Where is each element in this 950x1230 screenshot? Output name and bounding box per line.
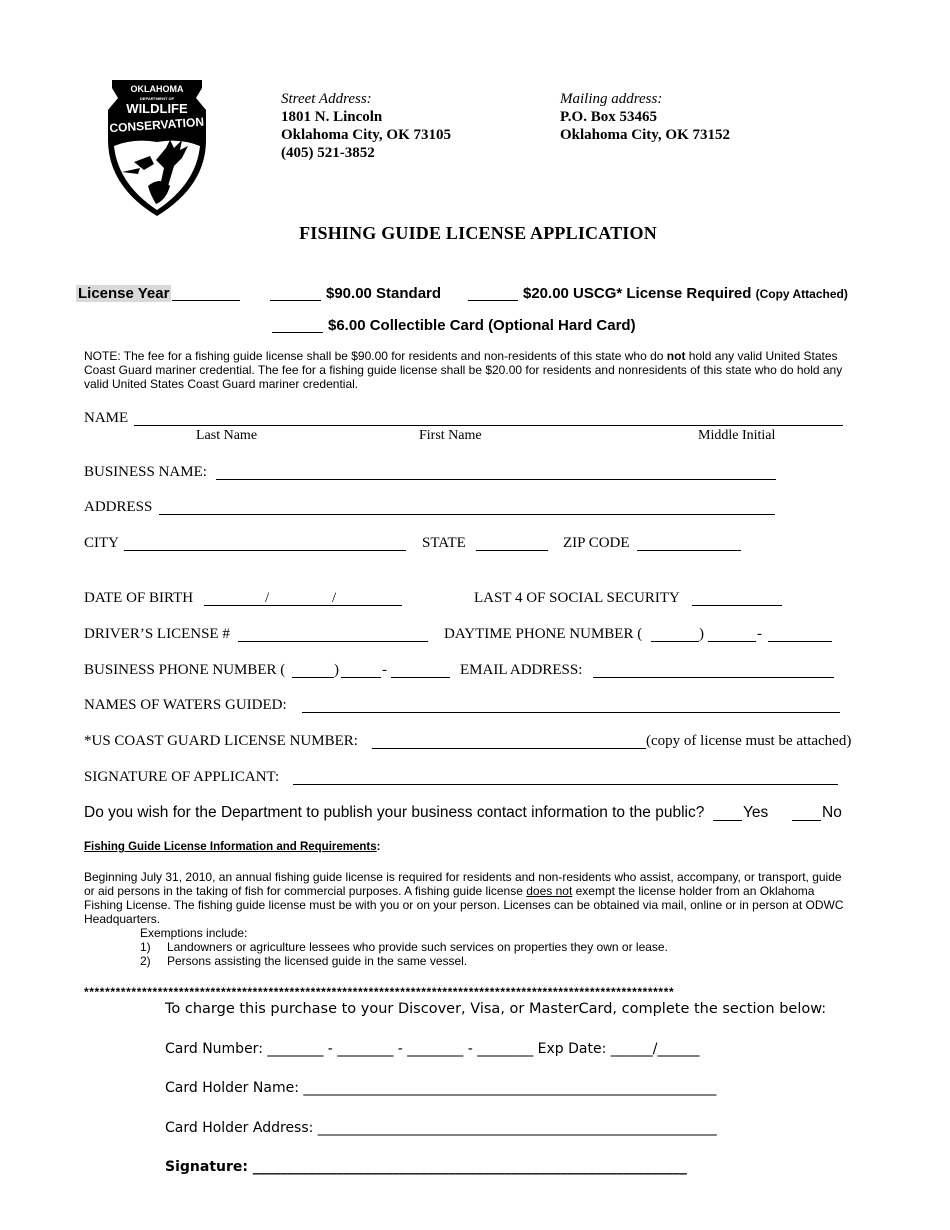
- signature-label: SIGNATURE OF APPLICANT:: [84, 769, 280, 785]
- email-label: EMAIL ADDRESS:: [460, 662, 583, 678]
- zip-field[interactable]: [637, 550, 741, 551]
- card-holder-address-field[interactable]: Card Holder Address: _________________________________________________________: [165, 1120, 717, 1136]
- dob-slash-1: /: [265, 590, 270, 606]
- publish-question: Do you wish for the Department to publish your business contact information to the public?: [84, 804, 705, 821]
- card-number-field[interactable]: Card Number: ________ - ________ - ________ - ________ Exp Date: ______/______: [165, 1041, 700, 1057]
- info-paragraph: Beginning July 31, 2010, an annual fishing guide license is required for residents and non-residents who assist, accompany, or transport, guide or aid persons in the taking of fish for commercial purposes. A fishing guide license does not exempt the license holder from an Oklahoma Fishing License. The fishing guide license must be with you or on your person. Licenses can be obtained via mail, online or in person at ODWC Headquarters. Exemptions include: 1) Landowners or agriculture lessees who provide such services on properties they own or lease. 2) Persons assisting the licensed guide in the same vessel.: [84, 870, 854, 968]
- card-holder-name-field[interactable]: Card Holder Name: ___________________________________________________________: [165, 1080, 717, 1096]
- last-name-caption: Last Name: [196, 428, 258, 443]
- street-line-3: (405) 521-3852: [281, 145, 375, 161]
- odwc-logo: [104, 76, 210, 218]
- city-label: CITY: [84, 535, 119, 551]
- collectible-card-label: $6.00 Collectible Card (Optional Hard Card): [328, 317, 636, 334]
- logo-text-2: DEPARTMENT OF: [139, 96, 175, 101]
- signature-field[interactable]: [293, 784, 838, 785]
- state-label: STATE: [422, 535, 466, 551]
- uscg-fee-label: $20.00 USCG* License Required: [523, 285, 752, 302]
- ssn-field[interactable]: [692, 605, 782, 606]
- publish-no-field[interactable]: [792, 820, 821, 821]
- address-label: ADDRESS: [84, 499, 153, 515]
- drivers-license-field[interactable]: [238, 641, 428, 642]
- ssn-label: LAST 4 OF SOCIAL SECURITY: [474, 590, 680, 606]
- collectible-card-checkbox[interactable]: [272, 332, 323, 333]
- business-phone-line-field[interactable]: [391, 677, 450, 678]
- mailing-address-block: [560, 90, 730, 144]
- zip-label: ZIP CODE: [563, 535, 630, 551]
- state-field[interactable]: [476, 550, 548, 551]
- publish-yes-field[interactable]: [713, 820, 742, 821]
- info-heading: Fishing Guide License Information and Requirements: [84, 841, 377, 853]
- daytime-phone-area-field[interactable]: [651, 641, 699, 642]
- note-not: not: [666, 349, 686, 363]
- exemption-item: 1) Landowners or agriculture lessees who provide such services on properties they own or lease.: [140, 940, 668, 954]
- uscg-copy-note: (Copy Attached): [755, 287, 848, 301]
- business-name-label: BUSINESS NAME:: [84, 464, 207, 480]
- separator-stars: ****************************************************************************************************************: [84, 985, 675, 999]
- uscg-copy-label: (copy of license must be attached): [646, 733, 852, 749]
- first-name-caption: First Name: [419, 428, 482, 443]
- drivers-license-label: DRIVER’S LICENSE #: [84, 626, 230, 642]
- city-field[interactable]: [124, 550, 406, 551]
- mailing-line-2: Oklahoma City, OK 73152: [560, 127, 731, 143]
- card-signature-field[interactable]: Signature: ______________________________________________________________: [165, 1159, 687, 1175]
- payment-intro: To charge this purchase to your Discover, Visa, or MasterCard, complete the section below:: [165, 1001, 827, 1017]
- dob-field[interactable]: [204, 605, 402, 606]
- street-line-1: 1801 N. Lincoln: [281, 109, 383, 125]
- exemption-item: 2) Persons assisting the licensed guide in the same vessel.: [140, 954, 468, 968]
- business-name-field[interactable]: [216, 479, 776, 480]
- license-year-field[interactable]: [172, 300, 240, 301]
- publish-no-label: No: [822, 804, 842, 821]
- standard-fee-checkbox[interactable]: [270, 300, 321, 301]
- business-phone-close-paren: ): [334, 662, 339, 678]
- business-phone-dash: -: [382, 662, 387, 678]
- street-address-label: Street Address:: [281, 91, 372, 107]
- does-not-text: does not: [526, 884, 573, 898]
- logo-text-1: OKLAHOMA: [130, 84, 184, 94]
- standard-fee-label: $90.00 Standard: [326, 285, 442, 302]
- license-year-label: License Year: [78, 285, 170, 302]
- name-label: NAME: [84, 410, 129, 426]
- business-phone-label: BUSINESS PHONE NUMBER (: [84, 662, 286, 678]
- publish-yes-label: Yes: [743, 804, 769, 821]
- business-phone-area-field[interactable]: [292, 677, 334, 678]
- street-address-block: [281, 90, 451, 162]
- street-line-2: Oklahoma City, OK 73105: [281, 127, 452, 143]
- exemptions-label: Exemptions include:: [140, 926, 248, 940]
- card-signature-label: Signature:: [165, 1159, 248, 1175]
- waters-field[interactable]: [302, 712, 840, 713]
- address-field[interactable]: [159, 514, 775, 515]
- daytime-phone-close-paren: ): [699, 626, 704, 642]
- logo-text-4: CONSERVATION: [109, 114, 205, 136]
- fee-note: NOTE: The fee for a fishing guide license shall be $90.00 for residents and non-residents of this state who do not hold any valid United States Coast Guard mariner credential. The fee for a fishing guide license shall be $20.00 for residents and nonresidents of this state who do hold any valid United States Coast Guard mariner credential.: [84, 349, 843, 391]
- daytime-phone-line-field[interactable]: [768, 641, 832, 642]
- mailing-address-label: Mailing address:: [560, 91, 663, 107]
- name-field[interactable]: [134, 425, 843, 426]
- uscg-fee-checkbox[interactable]: [468, 300, 518, 301]
- daytime-phone-dash: -: [757, 626, 762, 642]
- daytime-phone-prefix-field[interactable]: [708, 641, 756, 642]
- dob-slash-2: /: [332, 590, 337, 606]
- uscg-number-label: *US COAST GUARD LICENSE NUMBER:: [84, 733, 358, 749]
- info-heading-block: Fishing Guide License Information and Requirements:: [84, 841, 381, 853]
- daytime-phone-label: DAYTIME PHONE NUMBER (: [444, 626, 643, 642]
- business-phone-prefix-field[interactable]: [341, 677, 381, 678]
- mailing-line-1: P.O. Box 53465: [560, 109, 657, 125]
- logo-text-3: WILDLIFE: [126, 101, 188, 116]
- middle-initial-caption: Middle Initial: [698, 428, 776, 443]
- page-title: FISHING GUIDE LICENSE APPLICATION: [299, 223, 657, 243]
- uscg-number-field[interactable]: [372, 748, 646, 749]
- email-field[interactable]: [593, 677, 834, 678]
- waters-label: NAMES OF WATERS GUIDED:: [84, 697, 287, 713]
- dob-label: DATE OF BIRTH: [84, 590, 194, 606]
